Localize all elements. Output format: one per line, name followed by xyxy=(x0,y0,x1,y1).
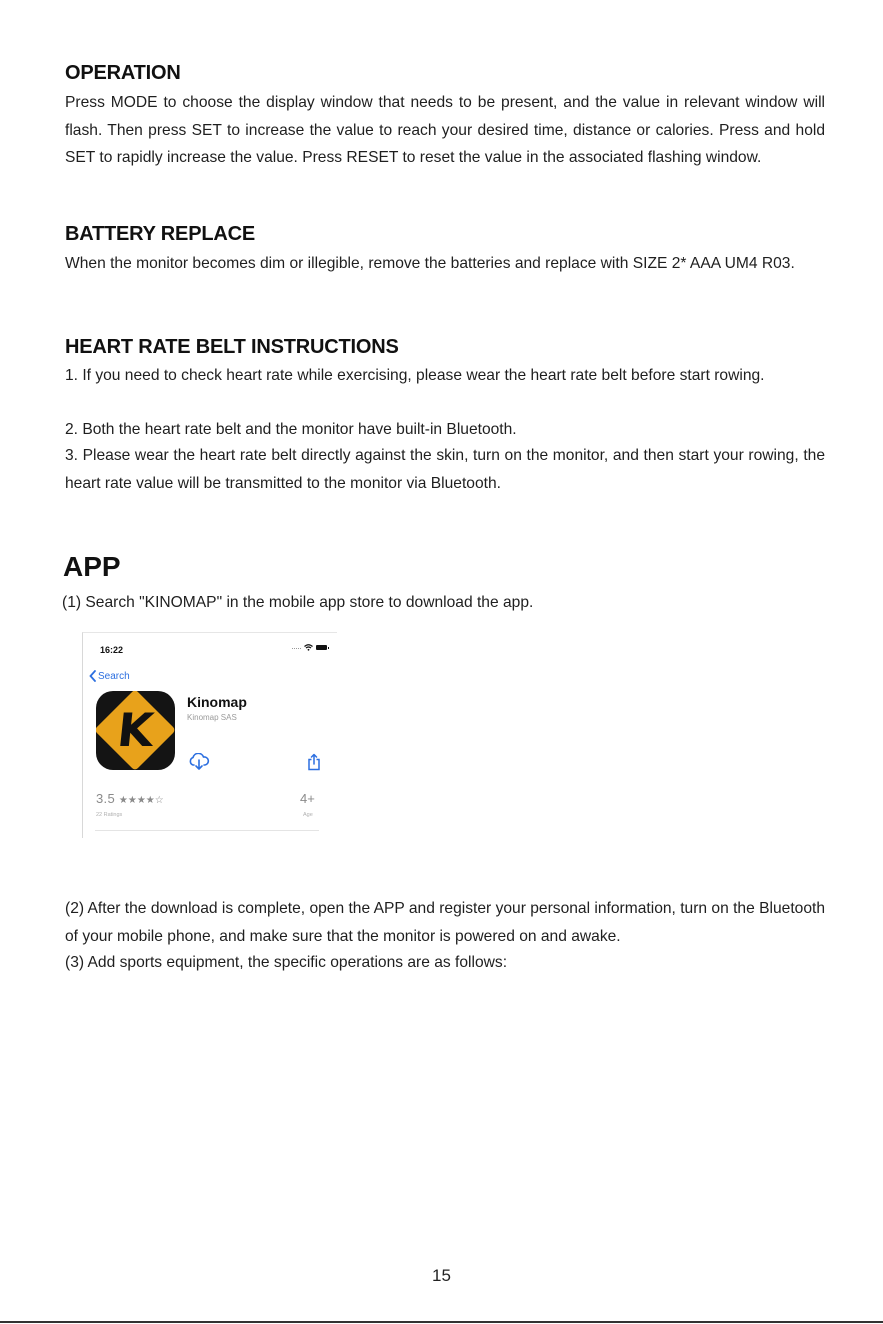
status-bar-icons xyxy=(292,644,327,651)
download-cloud-icon[interactable] xyxy=(188,753,210,771)
back-button[interactable] xyxy=(89,670,130,682)
age-rating: 4+ xyxy=(300,791,315,806)
operation-text: Press MODE to choose the display window that needs to be present, and the value in relevant window will flash. Then press SET to increase the value to reach your desired time, distance or calories. Press and hold SET to rapidly increase the value. Press RESET to reset the value in the associated flashing window. xyxy=(65,94,825,166)
hr-belt-item-2: 2. Both the heart rate belt and the monitor have built-in Bluetooth. xyxy=(65,421,517,438)
share-icon[interactable] xyxy=(307,753,321,771)
hr-belt-item-3: 3. Please wear the heart rate belt directly against the skin, turn on the monitor, and then start your rowing, the heart rate value will be transmitted to the monitor via Bluetooth. xyxy=(65,447,825,492)
battery-icon xyxy=(316,645,327,650)
app-icon[interactable] xyxy=(96,691,175,770)
wifi-icon xyxy=(304,644,313,651)
app-step-3: (3) Add sports equipment, the specific operations are as follows: xyxy=(65,954,508,971)
app-icon-letter: K xyxy=(114,703,157,757)
app-store-screenshot xyxy=(82,632,337,838)
operation-heading: OPERATION xyxy=(65,62,181,84)
app-step-1: (1) Search "KINOMAP" in the mobile app store to download the app. xyxy=(62,594,534,611)
battery-text: When the monitor becomes dim or illegible, remove the batteries and replace with SIZE 2* AAA UM4 R03. xyxy=(65,255,795,272)
bottom-divider xyxy=(0,1321,883,1323)
battery-heading: BATTERY REPLACE xyxy=(65,223,255,245)
age-label: Age xyxy=(303,812,313,818)
page-number: 15 xyxy=(432,1266,451,1285)
back-button-label: Search xyxy=(98,670,130,682)
star-rating-icon: ★★★★☆ xyxy=(118,795,164,806)
app-step-2: (2) After the download is complete, open the APP and register your personal information, turn on the Bluetooth of your mobile phone, and make sure that the monitor is powered on and awake. xyxy=(65,900,825,945)
hr-belt-item-1: 1. If you need to check heart rate while exercising, please wear the heart rate belt before start rowing. xyxy=(65,367,765,384)
ratings-count: 22 Ratings xyxy=(96,812,123,818)
signal-icon xyxy=(292,648,301,651)
chevron-left-icon xyxy=(89,670,96,682)
app-developer: Kinomap SAS xyxy=(187,713,237,722)
app-name: Kinomap xyxy=(187,694,247,710)
app-rating xyxy=(96,791,164,806)
hr-belt-heading: HEART RATE BELT INSTRUCTIONS xyxy=(65,336,399,358)
rating-value: 3.5 xyxy=(96,791,115,806)
status-time: 16:22 xyxy=(100,645,124,655)
app-heading: APP xyxy=(63,551,121,582)
divider xyxy=(95,830,319,831)
